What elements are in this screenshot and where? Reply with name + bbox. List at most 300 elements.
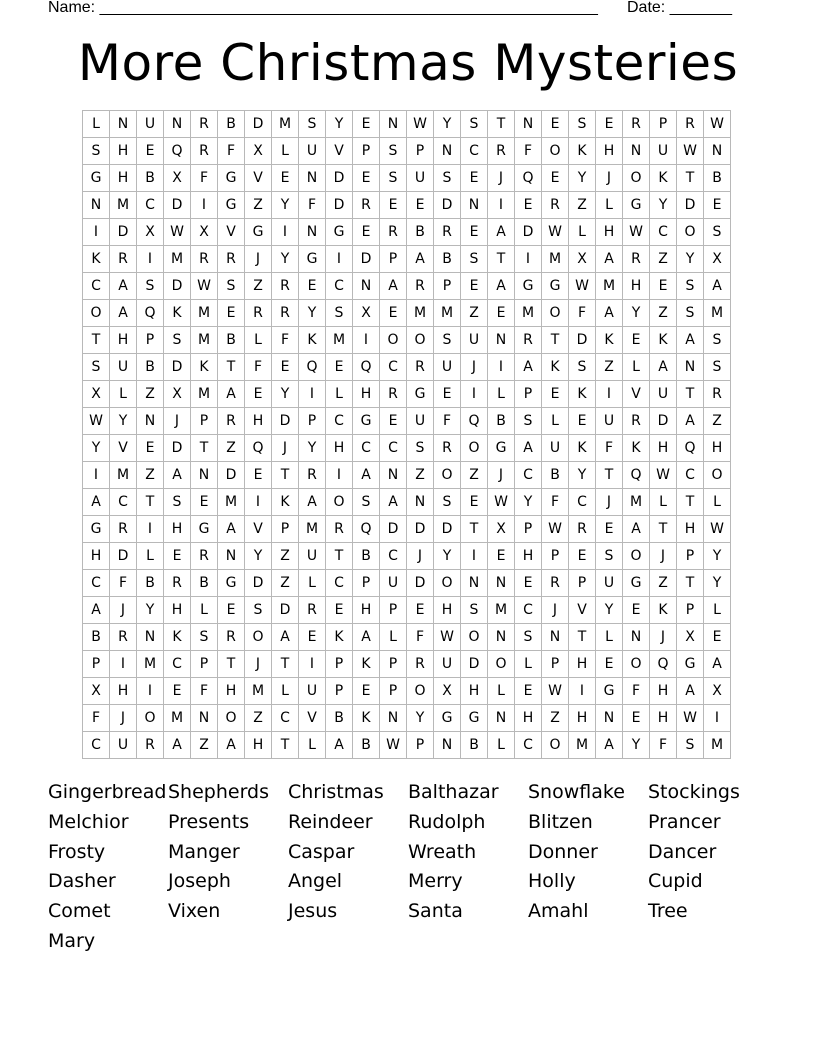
grid-cell[interactable]: Q [164,138,191,165]
grid-cell[interactable]: C [380,354,407,381]
grid-cell[interactable]: E [623,327,650,354]
grid-cell[interactable]: F [650,732,677,759]
grid-cell[interactable]: C [164,651,191,678]
grid-cell[interactable]: T [326,543,353,570]
grid-cell[interactable]: E [623,597,650,624]
grid-cell[interactable]: S [461,111,488,138]
grid-cell[interactable]: H [677,516,704,543]
grid-cell[interactable]: K [650,165,677,192]
grid-cell[interactable]: N [623,138,650,165]
grid-cell[interactable]: J [461,354,488,381]
grid-cell[interactable]: U [650,138,677,165]
grid-cell[interactable]: R [515,327,542,354]
grid-cell[interactable]: L [569,219,596,246]
grid-cell[interactable]: G [218,192,245,219]
grid-cell[interactable]: N [488,705,515,732]
grid-cell[interactable]: E [596,651,623,678]
grid-cell[interactable]: O [623,543,650,570]
grid-cell[interactable]: T [272,651,299,678]
grid-cell[interactable]: K [542,354,569,381]
grid-cell[interactable]: I [83,462,110,489]
grid-cell[interactable]: R [704,381,731,408]
grid-cell[interactable]: A [623,516,650,543]
grid-cell[interactable]: E [461,165,488,192]
grid-cell[interactable]: W [650,462,677,489]
grid-cell[interactable]: N [137,408,164,435]
grid-cell[interactable]: N [488,624,515,651]
grid-cell[interactable]: H [353,597,380,624]
grid-cell[interactable]: T [677,381,704,408]
grid-cell[interactable]: E [380,300,407,327]
grid-cell[interactable]: S [677,300,704,327]
grid-cell[interactable]: S [380,138,407,165]
grid-cell[interactable]: D [245,111,272,138]
grid-cell[interactable]: O [623,165,650,192]
grid-cell[interactable]: I [515,246,542,273]
grid-cell[interactable]: E [191,489,218,516]
grid-cell[interactable]: D [380,516,407,543]
grid-cell[interactable]: N [137,624,164,651]
grid-cell[interactable]: P [326,678,353,705]
grid-cell[interactable]: A [650,354,677,381]
grid-cell[interactable]: U [542,435,569,462]
grid-cell[interactable]: I [461,543,488,570]
grid-cell[interactable]: R [542,570,569,597]
grid-cell[interactable]: I [704,705,731,732]
grid-cell[interactable]: E [353,219,380,246]
grid-cell[interactable]: B [488,408,515,435]
grid-cell[interactable]: N [461,570,488,597]
grid-cell[interactable]: P [380,651,407,678]
grid-cell[interactable]: D [515,219,542,246]
grid-cell[interactable]: H [110,327,137,354]
grid-cell[interactable]: V [245,165,272,192]
grid-cell[interactable]: T [488,111,515,138]
grid-cell[interactable]: E [461,273,488,300]
grid-cell[interactable]: R [407,354,434,381]
grid-cell[interactable]: L [704,597,731,624]
grid-cell[interactable]: M [191,300,218,327]
grid-cell[interactable]: H [650,678,677,705]
grid-cell[interactable]: R [164,570,191,597]
grid-cell[interactable]: G [623,570,650,597]
grid-cell[interactable]: Z [704,408,731,435]
grid-cell[interactable]: L [272,138,299,165]
grid-cell[interactable]: W [704,516,731,543]
grid-cell[interactable]: G [407,381,434,408]
grid-cell[interactable]: C [353,435,380,462]
grid-cell[interactable]: H [461,678,488,705]
grid-cell[interactable]: H [596,138,623,165]
grid-cell[interactable]: T [677,165,704,192]
grid-cell[interactable]: E [704,192,731,219]
grid-cell[interactable]: E [488,300,515,327]
grid-cell[interactable]: H [623,273,650,300]
grid-cell[interactable]: S [191,624,218,651]
grid-cell[interactable]: N [515,111,542,138]
grid-cell[interactable]: Z [137,462,164,489]
grid-cell[interactable]: N [407,489,434,516]
grid-cell[interactable]: V [218,219,245,246]
grid-cell[interactable]: Q [137,300,164,327]
grid-cell[interactable]: H [596,219,623,246]
grid-cell[interactable]: P [191,651,218,678]
grid-cell[interactable]: U [596,570,623,597]
grid-cell[interactable]: X [434,678,461,705]
grid-cell[interactable]: J [596,165,623,192]
grid-cell[interactable]: O [434,570,461,597]
grid-cell[interactable]: R [110,246,137,273]
grid-cell[interactable]: R [299,597,326,624]
grid-cell[interactable]: C [83,273,110,300]
grid-cell[interactable]: S [677,273,704,300]
grid-cell[interactable]: D [407,516,434,543]
grid-cell[interactable]: S [461,597,488,624]
grid-cell[interactable]: I [299,381,326,408]
grid-cell[interactable]: S [704,354,731,381]
grid-cell[interactable]: O [461,624,488,651]
grid-cell[interactable]: I [596,381,623,408]
grid-cell[interactable]: V [569,597,596,624]
grid-cell[interactable]: A [272,624,299,651]
grid-cell[interactable]: W [542,678,569,705]
grid-cell[interactable]: L [488,381,515,408]
grid-cell[interactable]: U [380,570,407,597]
grid-cell[interactable]: N [542,624,569,651]
grid-cell[interactable]: O [488,651,515,678]
grid-cell[interactable]: W [83,408,110,435]
grid-cell[interactable]: N [299,165,326,192]
grid-cell[interactable]: A [515,354,542,381]
grid-cell[interactable]: R [623,111,650,138]
grid-cell[interactable]: R [218,408,245,435]
grid-cell[interactable]: I [353,327,380,354]
grid-cell[interactable]: A [110,273,137,300]
grid-cell[interactable]: R [245,300,272,327]
grid-cell[interactable]: I [488,354,515,381]
grid-cell[interactable]: Y [245,543,272,570]
grid-cell[interactable]: G [326,219,353,246]
grid-cell[interactable]: Z [245,705,272,732]
grid-cell[interactable]: Y [272,381,299,408]
grid-cell[interactable]: V [326,138,353,165]
grid-cell[interactable]: L [623,354,650,381]
grid-cell[interactable]: C [461,138,488,165]
grid-cell[interactable]: E [272,165,299,192]
grid-cell[interactable]: L [704,489,731,516]
grid-cell[interactable]: N [83,192,110,219]
grid-cell[interactable]: P [353,570,380,597]
grid-cell[interactable]: I [272,219,299,246]
grid-cell[interactable]: M [137,651,164,678]
grid-cell[interactable]: A [110,300,137,327]
grid-cell[interactable]: A [596,246,623,273]
grid-cell[interactable]: Y [110,408,137,435]
grid-cell[interactable]: M [434,300,461,327]
grid-cell[interactable]: M [218,489,245,516]
grid-cell[interactable]: B [137,354,164,381]
grid-cell[interactable]: X [164,381,191,408]
grid-cell[interactable]: K [164,624,191,651]
grid-cell[interactable]: G [542,273,569,300]
grid-cell[interactable]: N [191,462,218,489]
grid-cell[interactable]: P [569,570,596,597]
grid-cell[interactable]: R [191,138,218,165]
grid-cell[interactable]: L [596,192,623,219]
grid-cell[interactable]: S [164,327,191,354]
grid-cell[interactable]: I [299,651,326,678]
grid-cell[interactable]: O [407,678,434,705]
grid-cell[interactable]: B [353,732,380,759]
grid-cell[interactable]: E [137,138,164,165]
grid-cell[interactable]: E [461,489,488,516]
grid-cell[interactable]: C [677,462,704,489]
grid-cell[interactable]: E [353,165,380,192]
grid-cell[interactable]: P [83,651,110,678]
grid-cell[interactable]: N [380,111,407,138]
grid-cell[interactable]: E [596,516,623,543]
grid-cell[interactable]: A [164,462,191,489]
grid-cell[interactable]: S [704,327,731,354]
grid-cell[interactable]: B [218,111,245,138]
grid-cell[interactable]: R [623,408,650,435]
grid-cell[interactable]: Z [596,354,623,381]
grid-cell[interactable]: O [704,462,731,489]
grid-cell[interactable]: S [461,246,488,273]
grid-cell[interactable]: C [515,462,542,489]
grid-cell[interactable]: J [650,543,677,570]
grid-cell[interactable]: P [677,543,704,570]
name-field[interactable]: Name: ________________________________________________________ [48,0,598,16]
grid-cell[interactable]: K [650,597,677,624]
grid-cell[interactable]: C [326,273,353,300]
grid-cell[interactable]: Y [137,597,164,624]
grid-cell[interactable]: U [434,651,461,678]
grid-cell[interactable]: S [353,489,380,516]
grid-cell[interactable]: J [245,246,272,273]
grid-cell[interactable]: C [515,597,542,624]
grid-cell[interactable]: Q [245,435,272,462]
grid-cell[interactable]: R [272,273,299,300]
grid-cell[interactable]: L [110,381,137,408]
grid-cell[interactable]: K [650,327,677,354]
grid-cell[interactable]: V [245,516,272,543]
grid-cell[interactable]: D [461,651,488,678]
grid-cell[interactable]: U [596,408,623,435]
grid-cell[interactable]: A [353,624,380,651]
grid-cell[interactable]: L [515,651,542,678]
grid-cell[interactable]: F [407,624,434,651]
grid-cell[interactable]: C [515,732,542,759]
grid-cell[interactable]: P [326,651,353,678]
grid-cell[interactable]: P [434,273,461,300]
grid-cell[interactable]: H [83,543,110,570]
grid-cell[interactable]: O [461,435,488,462]
grid-cell[interactable]: N [299,219,326,246]
grid-cell[interactable]: X [164,165,191,192]
grid-cell[interactable]: E [650,273,677,300]
grid-cell[interactable]: P [515,381,542,408]
grid-cell[interactable]: A [218,381,245,408]
grid-cell[interactable]: N [110,111,137,138]
grid-cell[interactable]: R [137,732,164,759]
grid-cell[interactable]: E [299,624,326,651]
grid-cell[interactable]: M [191,381,218,408]
grid-cell[interactable]: Z [218,435,245,462]
grid-cell[interactable]: D [407,570,434,597]
grid-cell[interactable]: T [677,570,704,597]
grid-cell[interactable]: Y [515,489,542,516]
grid-cell[interactable]: H [326,435,353,462]
grid-cell[interactable]: H [515,705,542,732]
grid-cell[interactable]: X [677,624,704,651]
grid-cell[interactable]: Y [272,246,299,273]
grid-cell[interactable]: E [704,624,731,651]
grid-cell[interactable]: X [704,246,731,273]
grid-cell[interactable]: Q [299,354,326,381]
grid-cell[interactable]: R [434,219,461,246]
grid-cell[interactable]: W [704,111,731,138]
grid-cell[interactable]: M [569,732,596,759]
grid-cell[interactable]: A [677,327,704,354]
grid-cell[interactable]: L [245,327,272,354]
grid-cell[interactable]: T [218,354,245,381]
grid-cell[interactable]: M [110,192,137,219]
grid-cell[interactable]: E [569,408,596,435]
grid-cell[interactable]: Y [569,165,596,192]
grid-cell[interactable]: E [299,273,326,300]
grid-cell[interactable]: H [245,732,272,759]
grid-cell[interactable]: B [137,165,164,192]
grid-cell[interactable]: E [380,192,407,219]
grid-cell[interactable]: O [218,705,245,732]
grid-cell[interactable]: O [542,300,569,327]
grid-cell[interactable]: X [137,219,164,246]
grid-cell[interactable]: V [110,435,137,462]
grid-cell[interactable]: H [110,165,137,192]
grid-cell[interactable]: L [299,732,326,759]
grid-cell[interactable]: F [272,327,299,354]
grid-cell[interactable]: Z [407,462,434,489]
grid-cell[interactable]: L [650,489,677,516]
grid-cell[interactable]: L [488,678,515,705]
grid-cell[interactable]: A [407,246,434,273]
grid-cell[interactable]: H [164,516,191,543]
grid-cell[interactable]: S [407,435,434,462]
grid-cell[interactable]: R [623,246,650,273]
grid-cell[interactable]: F [434,408,461,435]
grid-cell[interactable]: K [83,246,110,273]
grid-cell[interactable]: D [353,246,380,273]
grid-cell[interactable]: W [164,219,191,246]
grid-cell[interactable]: E [515,678,542,705]
grid-cell[interactable]: P [299,408,326,435]
grid-cell[interactable]: K [326,624,353,651]
grid-cell[interactable]: U [299,678,326,705]
grid-cell[interactable]: C [650,219,677,246]
grid-cell[interactable]: Q [515,165,542,192]
grid-cell[interactable]: W [488,489,515,516]
grid-cell[interactable]: F [191,678,218,705]
grid-cell[interactable]: Y [623,300,650,327]
grid-cell[interactable]: H [569,705,596,732]
grid-cell[interactable]: D [164,354,191,381]
grid-cell[interactable]: F [191,165,218,192]
grid-cell[interactable]: P [650,111,677,138]
grid-cell[interactable]: S [434,489,461,516]
grid-cell[interactable]: Z [650,570,677,597]
grid-cell[interactable]: A [596,300,623,327]
grid-cell[interactable]: A [677,408,704,435]
grid-cell[interactable]: D [677,192,704,219]
grid-cell[interactable]: J [407,543,434,570]
grid-cell[interactable]: K [191,354,218,381]
grid-cell[interactable]: L [299,570,326,597]
grid-cell[interactable]: M [299,516,326,543]
grid-cell[interactable]: T [272,732,299,759]
grid-cell[interactable]: A [380,273,407,300]
grid-cell[interactable]: G [461,705,488,732]
grid-cell[interactable]: T [83,327,110,354]
grid-cell[interactable]: P [677,597,704,624]
grid-cell[interactable]: P [191,408,218,435]
grid-cell[interactable]: M [542,246,569,273]
grid-cell[interactable]: R [380,381,407,408]
grid-cell[interactable]: G [515,273,542,300]
grid-cell[interactable]: Y [434,111,461,138]
grid-cell[interactable]: M [110,462,137,489]
grid-cell[interactable]: S [569,354,596,381]
grid-cell[interactable]: Z [245,192,272,219]
grid-cell[interactable]: C [380,435,407,462]
grid-cell[interactable]: V [299,705,326,732]
grid-cell[interactable]: U [110,354,137,381]
grid-cell[interactable]: I [488,192,515,219]
grid-cell[interactable]: P [272,516,299,543]
grid-cell[interactable]: T [191,435,218,462]
grid-cell[interactable]: B [218,327,245,354]
grid-cell[interactable]: J [272,435,299,462]
grid-cell[interactable]: H [110,678,137,705]
grid-cell[interactable]: G [677,651,704,678]
grid-cell[interactable]: E [623,705,650,732]
grid-cell[interactable]: I [191,192,218,219]
grid-cell[interactable]: Z [569,192,596,219]
grid-cell[interactable]: O [83,300,110,327]
grid-cell[interactable]: E [164,543,191,570]
grid-cell[interactable]: S [218,273,245,300]
grid-cell[interactable]: J [596,489,623,516]
grid-cell[interactable]: A [83,597,110,624]
grid-cell[interactable]: S [380,165,407,192]
grid-cell[interactable]: N [191,705,218,732]
grid-cell[interactable]: H [515,543,542,570]
grid-cell[interactable]: E [353,111,380,138]
grid-cell[interactable]: S [434,327,461,354]
grid-cell[interactable]: A [515,435,542,462]
grid-cell[interactable]: K [353,651,380,678]
grid-cell[interactable]: P [137,327,164,354]
grid-cell[interactable]: B [704,165,731,192]
grid-cell[interactable]: Y [569,462,596,489]
grid-cell[interactable]: J [245,651,272,678]
grid-cell[interactable]: R [407,651,434,678]
grid-cell[interactable]: N [434,732,461,759]
grid-cell[interactable]: F [245,354,272,381]
grid-cell[interactable]: S [164,489,191,516]
grid-cell[interactable]: J [110,705,137,732]
grid-cell[interactable]: T [650,516,677,543]
